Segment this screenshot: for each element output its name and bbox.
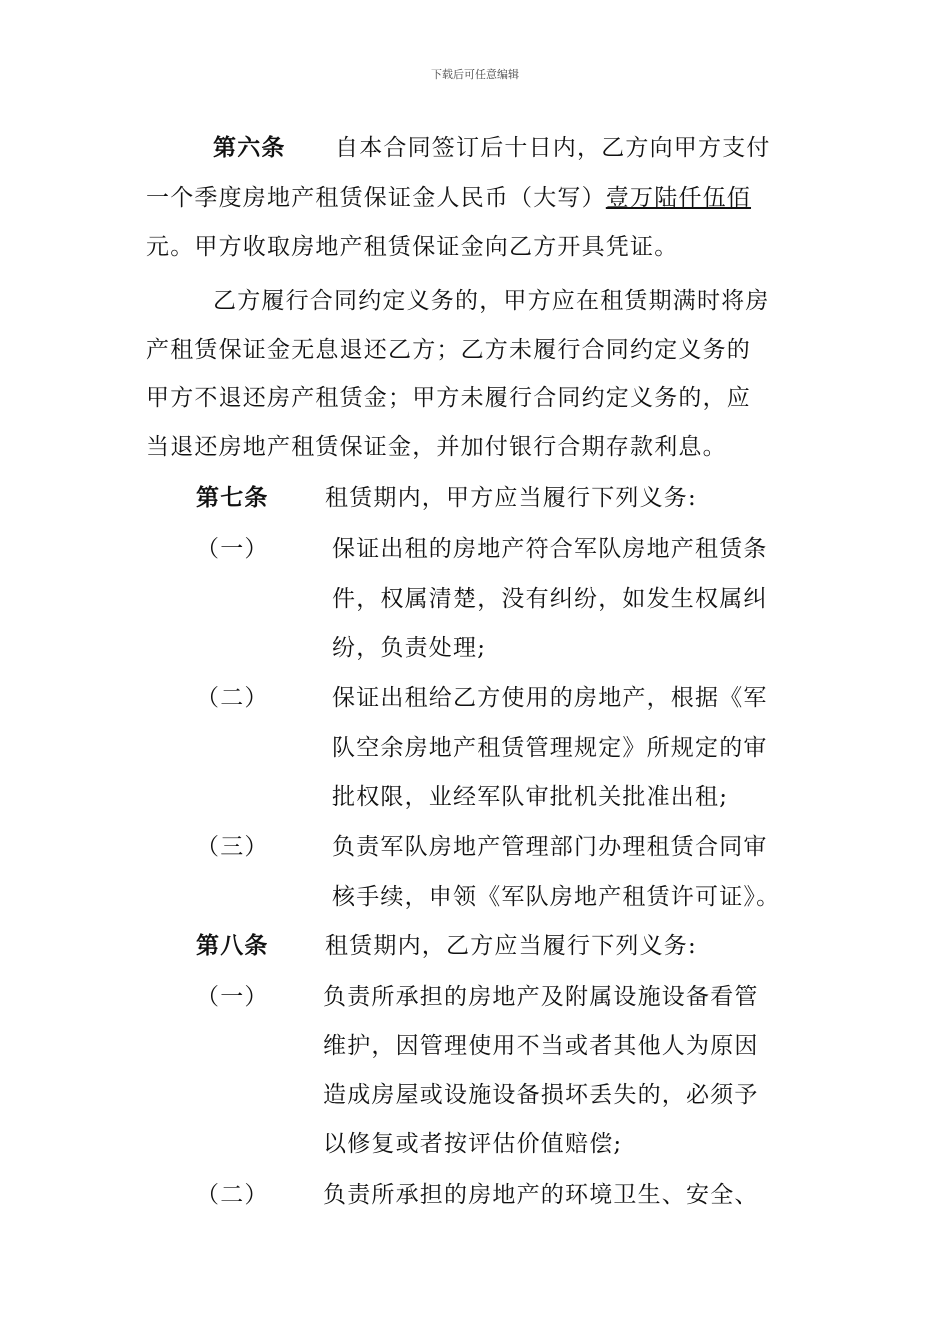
article-8-title: 第八条 <box>196 933 269 959</box>
page-header: 下载后可任意编辑 <box>431 68 519 81</box>
article-8-item-1-line: 造成房屋或设施设备损坏丢失的，必须予 <box>323 1082 759 1108</box>
article-8-item-1-number: （一） <box>196 984 269 1010</box>
article-7-item-1-line: 保证出租的房地产符合军队房地产租赁条 <box>332 536 768 562</box>
article-8-item-1-line: 负责所承担的房地产及附属设施设备看管 <box>323 984 759 1010</box>
article-6-para-2-line-4: 当退还房地产租赁保证金，并加付银行合期存款利息。 <box>146 434 727 460</box>
article-8-item-2-line: 负责所承担的房地产的环境卫生、安全、 <box>323 1182 759 1208</box>
article-8-intro: 租赁期内，乙方应当履行下列义务: <box>325 933 697 959</box>
article-7-item-2-line: 队空余房地产租赁管理规定》所规定的审 <box>332 735 768 761</box>
article-7-item-3-line: 负责军队房地产管理部门办理租赁合同审 <box>332 834 768 860</box>
article-7-intro: 租赁期内，甲方应当履行下列义务: <box>325 485 697 511</box>
article-7-item-1-number: （一） <box>196 536 269 562</box>
article-7-item-2-number: （二） <box>196 685 269 711</box>
article-6-line-2-text: 一个季度房地产租赁保证金人民币（大写） <box>146 185 606 211</box>
article-7-item-2-line: 保证出租给乙方使用的房地产，根据《军 <box>332 685 768 711</box>
article-6-para-2-line-3: 甲方不退还房产租赁金；甲方未履行合同约定义务的，应 <box>146 385 751 411</box>
article-8-item-1-line: 维护，因管理使用不当或者其他人为原因 <box>323 1033 759 1059</box>
article-6-para-2-line-1: 乙方履行合同约定义务的，甲方应在租赁期满时将房 <box>213 288 770 314</box>
article-7-item-2-line: 批权限，业经军队审批机关批准出租; <box>332 784 729 810</box>
article-8-item-1-line: 以修复或者按评估价值赔偿; <box>323 1131 623 1157</box>
article-7-title: 第七条 <box>196 485 269 511</box>
article-7-item-3-number: （三） <box>196 834 269 860</box>
article-6-line-1: 自本合同签订后十日内，乙方向甲方支付 <box>335 135 771 161</box>
article-7-item-3-line: 核手续，申领《军队房地产租赁许可证》。 <box>332 884 781 910</box>
article-7-item-1-line: 件，权属清楚，没有纠纷，如发生权属纠 <box>332 586 768 612</box>
article-6-line-3: 元。甲方收取房地产租赁保证金向乙方开具凭证。 <box>146 234 679 260</box>
article-8-item-2-number: （二） <box>196 1182 269 1208</box>
article-6-title: 第六条 <box>213 135 286 161</box>
deposit-amount: 壹万陆仟伍佰 <box>605 185 752 211</box>
article-6-para-2-line-2: 产租赁保证金无息退还乙方；乙方未履行合同约定义务的 <box>146 337 751 363</box>
article-7-item-1-line: 纷，负责处理; <box>332 635 487 661</box>
article-6-line-2 <box>146 184 751 212</box>
